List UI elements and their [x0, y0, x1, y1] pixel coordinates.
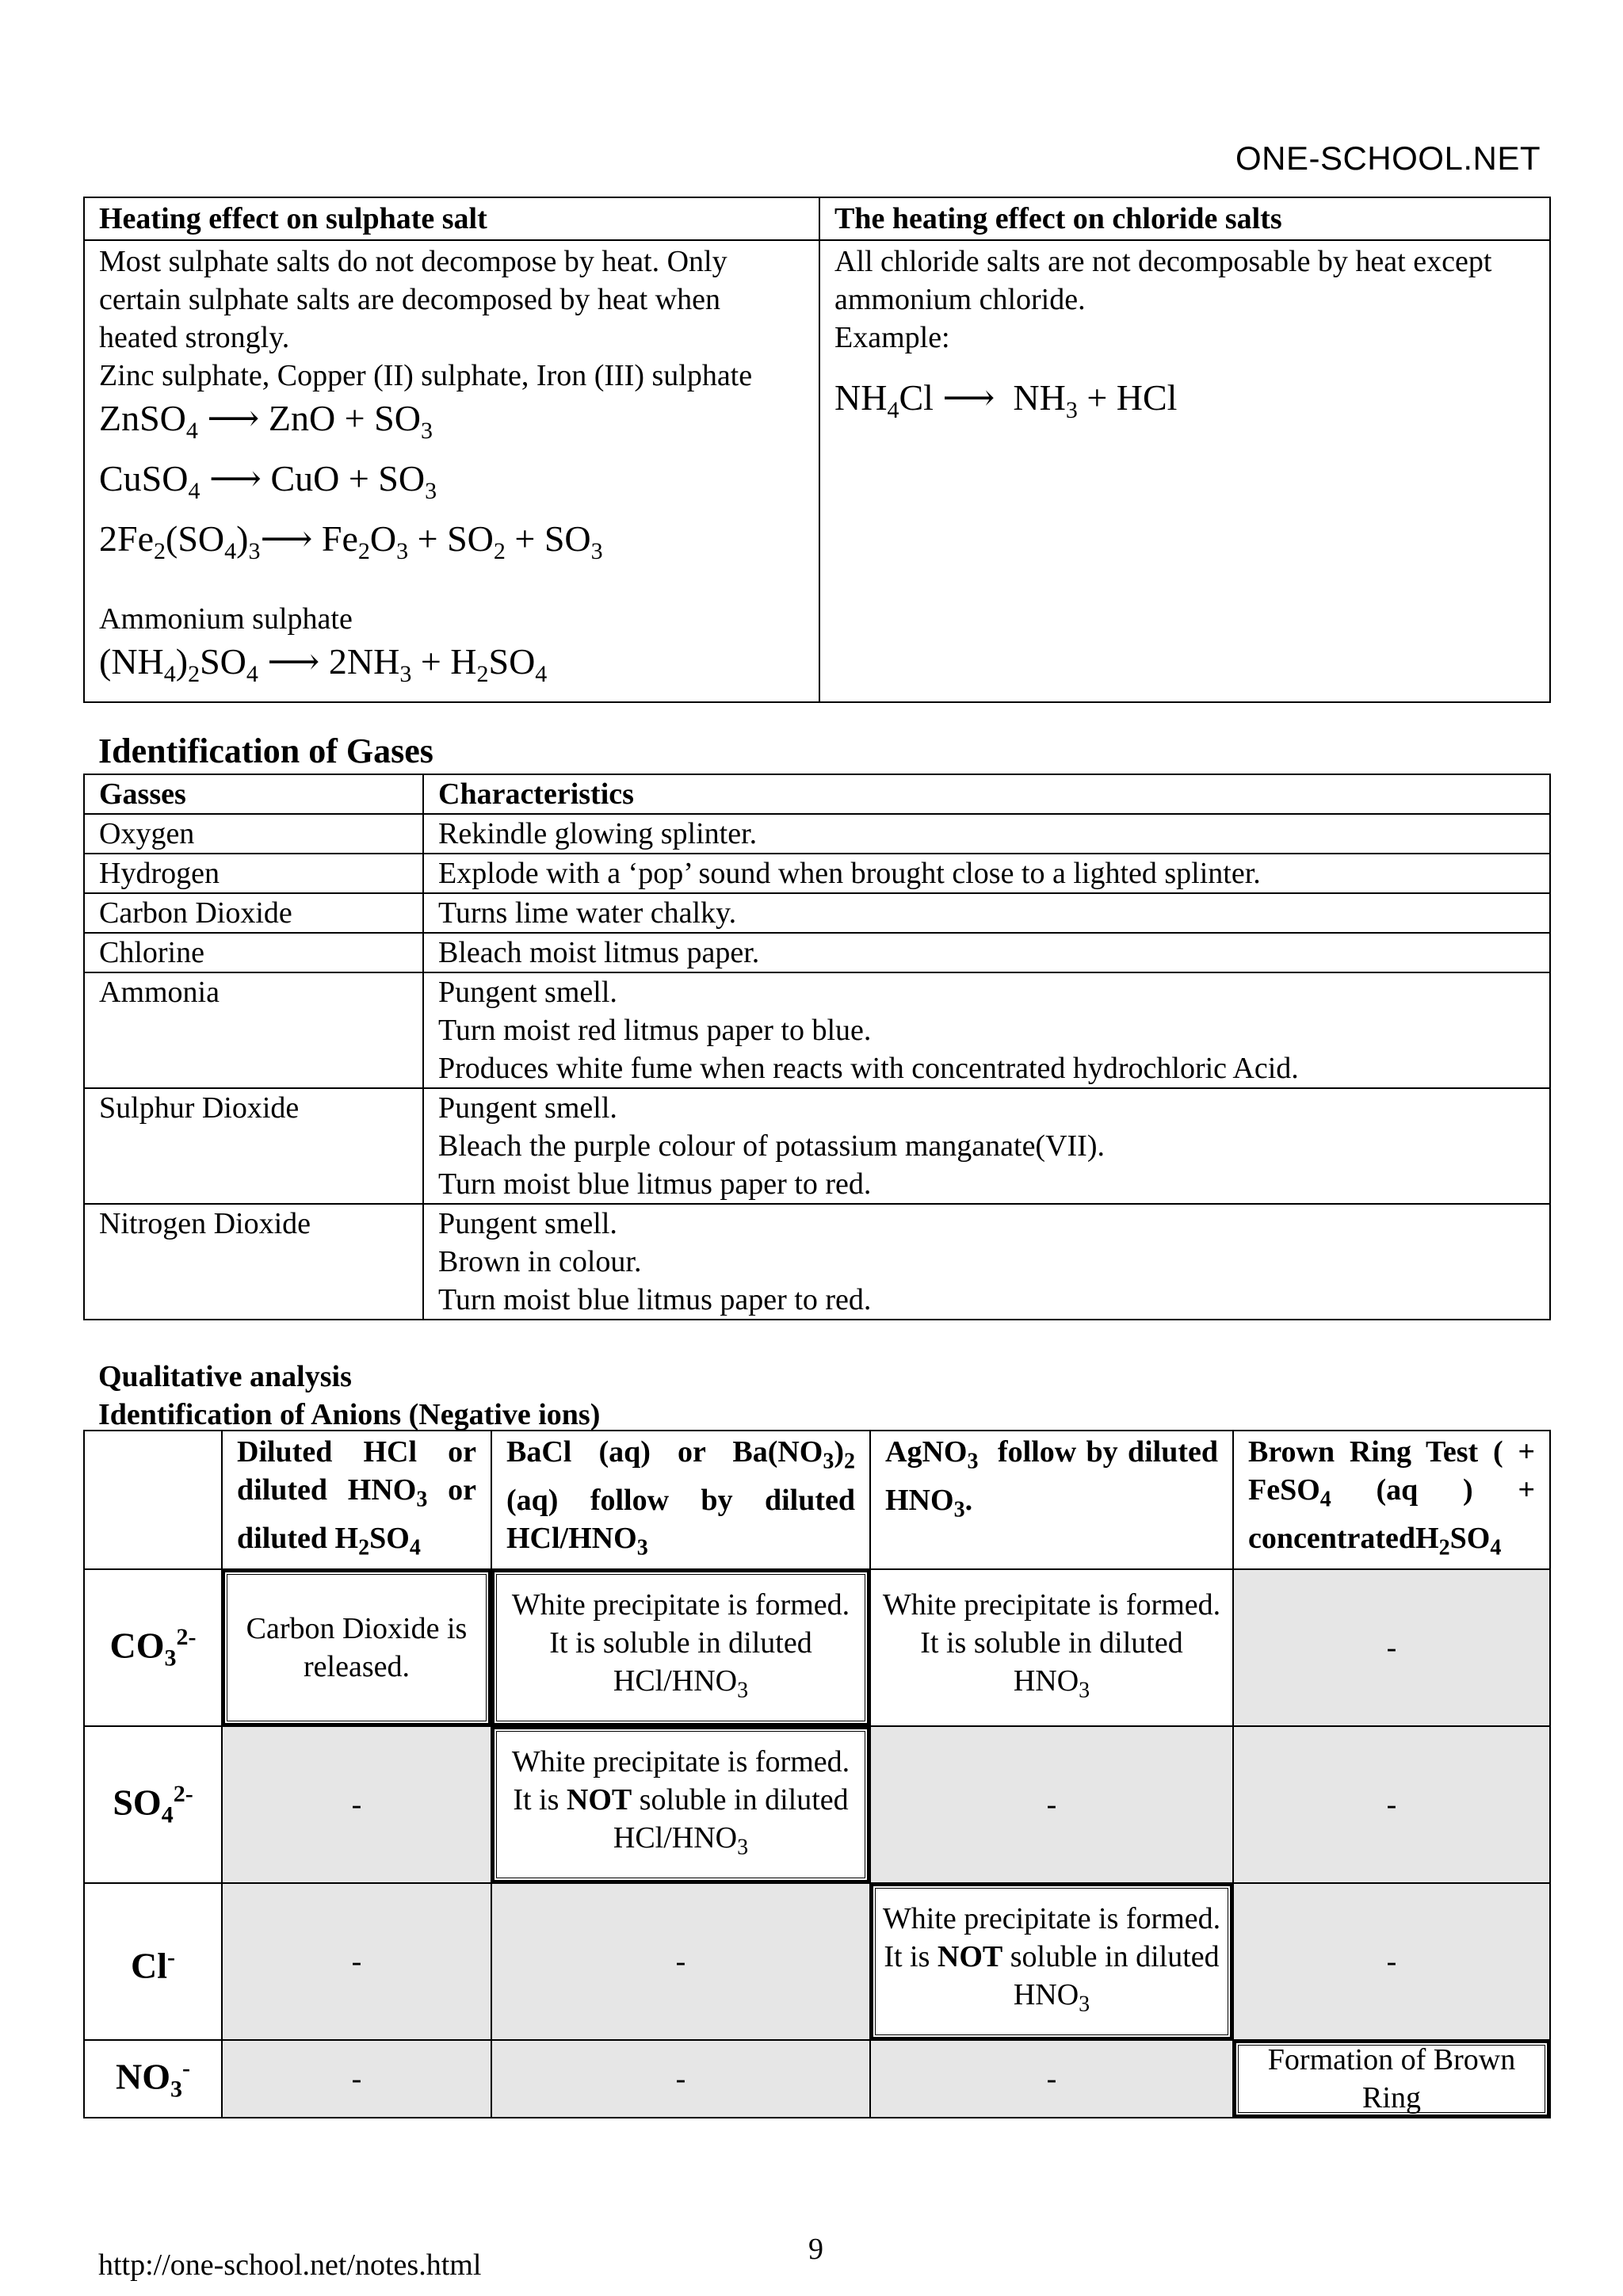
characteristic-line: Pungent smell. — [438, 976, 617, 1009]
gases-header-gas: Gasses — [84, 774, 423, 814]
anion-header-blank — [84, 1431, 222, 1569]
gas-name: Nitrogen Dioxide — [84, 1204, 423, 1320]
chloride-cell — [819, 240, 1550, 702]
gas-characteristic: Explode with a ‘pop’ sound when brought close to a lighted splinter. — [423, 854, 1550, 893]
result-cell: - — [1233, 1726, 1550, 1883]
table-row — [84, 2040, 1550, 2118]
characteristic-line: Turn moist blue litmus paper to red. — [438, 1283, 872, 1316]
sulphate-list: Zinc sulphate, Copper (II) sulphate, Iron (III) sulphate — [99, 359, 753, 392]
page-number: 9 — [808, 2233, 823, 2266]
anion-header-acid: Diluted HCl or diluted $HNO_3$ or diluted $H_2SO_4$ — [222, 1431, 491, 1569]
sulphate-intro: Most sulphate salts do not decompose by heat. Only certain sulphate salts are decomposed by heat when heated strongly. — [99, 245, 727, 354]
gases-header-characteristics: Characteristics — [423, 774, 1550, 814]
characteristic-line: Brown in colour. — [438, 1245, 642, 1278]
table-row — [84, 1569, 1550, 1726]
ion-sulphate: $SO_4^{2-}$ — [84, 1726, 222, 1883]
result-cell: - — [222, 1726, 491, 1883]
gas-name: Oxygen — [84, 814, 423, 854]
sulphate-cell — [84, 240, 819, 702]
table-row — [84, 972, 1550, 1088]
characteristic-line: Bleach the purple colour of potassium manganate(VII). — [438, 1129, 1105, 1163]
anions-table — [83, 1430, 1551, 2118]
table-row — [84, 1204, 1550, 1320]
gases-section-title: Identification of Gases — [98, 732, 433, 770]
qualitative-title: Qualitative analysis — [98, 1360, 352, 1393]
gas-characteristic — [423, 972, 1550, 1088]
site-brand: ONE-SCHOOL.NET — [1235, 139, 1541, 177]
table-row — [84, 933, 1550, 972]
result-cell: White precipitate is formed. It is NOT soluble in diluted HCl/$HNO_3$ — [491, 1726, 870, 1883]
gas-name: Chlorine — [84, 933, 423, 972]
characteristic-line: Produces white fume when reacts with concentrated hydrochloric Acid. — [438, 1052, 1299, 1085]
result-cell: White precipitate is formed. It is soluble in diluted HCl/$HNO_3$ — [491, 1569, 870, 1726]
ion-carbonate: $CO_3^{2-}$ — [84, 1569, 222, 1726]
table-row — [84, 854, 1550, 893]
ammonium-sulphate-label: Ammonium sulphate — [99, 602, 353, 636]
gas-name: Hydrogen — [84, 854, 423, 893]
result-cell: - — [1233, 1569, 1550, 1726]
equation-iron-sulphate: $2Fe_2(SO_4)_3⟶$ $Fe_2O_3 + SO_2 + SO_3$ — [99, 518, 603, 565]
characteristic-line: Pungent smell. — [438, 1207, 617, 1240]
characteristic-line: Pungent smell. — [438, 1091, 617, 1125]
result-cell: - — [222, 1883, 491, 2040]
table-row — [84, 1883, 1550, 2040]
result-cell: - — [491, 2040, 870, 2118]
chloride-intro: All chloride salts are not decomposable by heat except ammonium chloride. — [834, 245, 1492, 316]
equation-zinc-sulphate: ZnSO$_4$ ⟶ ZnO + $SO_3$ — [99, 398, 433, 445]
gas-characteristic — [423, 1088, 1550, 1204]
gas-characteristic: Bleach moist litmus paper. — [423, 933, 1550, 972]
characteristic-line: Turn moist blue litmus paper to red. — [438, 1167, 872, 1201]
table-row — [84, 893, 1550, 933]
gas-characteristic: Rekindle glowing splinter. — [423, 814, 1550, 854]
heating-effect-table — [83, 197, 1551, 703]
table-row — [84, 1088, 1550, 1204]
result-cell: Formation of Brown Ring — [1233, 2040, 1550, 2118]
result-cell: - — [870, 2040, 1233, 2118]
ion-nitrate: $NO_3^-$ — [84, 2040, 222, 2118]
equation-ammonium-chloride: $NH_4Cl$ ⟶ $NH_3$ + HCl — [834, 377, 1178, 424]
table-row — [84, 1726, 1550, 1883]
anion-header-silver: AgNO$_3$ follow by diluted $HNO_3$. — [870, 1431, 1233, 1569]
example-label: Example: — [834, 321, 950, 354]
equation-ammonium-sulphate: $(NH_4)_2SO_4$ ⟶ $2NH_3 + H_2SO_4$ — [99, 640, 548, 687]
result-cell: Carbon Dioxide is released. — [222, 1569, 491, 1726]
gas-characteristic: Turns lime water chalky. — [423, 893, 1550, 933]
gas-characteristic — [423, 1204, 1550, 1320]
qualitative-heading — [98, 1358, 600, 1434]
gases-table — [83, 774, 1551, 1320]
footer-link[interactable]: http://one-school.net/notes.html — [98, 2248, 482, 2282]
table-row — [84, 814, 1550, 854]
gas-name: Sulphur Dioxide — [84, 1088, 423, 1204]
anion-header-barium: BaCl (aq) or $Ba(NO_3)_2$ (aq) follow by diluted HCl/$HNO_3$ — [491, 1431, 870, 1569]
result-cell: White precipitate is formed. It is soluble in diluted $HNO_3$ — [870, 1569, 1233, 1726]
equation-copper-sulphate: CuSO$_4$ ⟶ CuO + $SO_3$ — [99, 458, 437, 505]
result-cell: - — [222, 2040, 491, 2118]
gas-name: Ammonia — [84, 972, 423, 1088]
result-cell: White precipitate is formed. It is NOT soluble in diluted $HNO_3$ — [870, 1883, 1233, 2040]
anion-header-brown-ring: Brown Ring Test ( + FeSO$_4$ (aq ) + $concentratedH_2SO_4$ — [1233, 1431, 1550, 1569]
chloride-header: The heating effect on chloride salts — [819, 197, 1550, 240]
qualitative-subtitle: Identification of Anions (Negative ions) — [98, 1398, 601, 1431]
gas-name: Carbon Dioxide — [84, 893, 423, 933]
sulphate-header: Heating effect on sulphate salt — [84, 197, 819, 240]
result-cell: - — [1233, 1883, 1550, 2040]
ion-chloride: Cl- — [84, 1883, 222, 2040]
result-cell: - — [491, 1883, 870, 2040]
characteristic-line: Turn moist red litmus paper to blue. — [438, 1014, 872, 1047]
result-cell: - — [870, 1726, 1233, 1883]
